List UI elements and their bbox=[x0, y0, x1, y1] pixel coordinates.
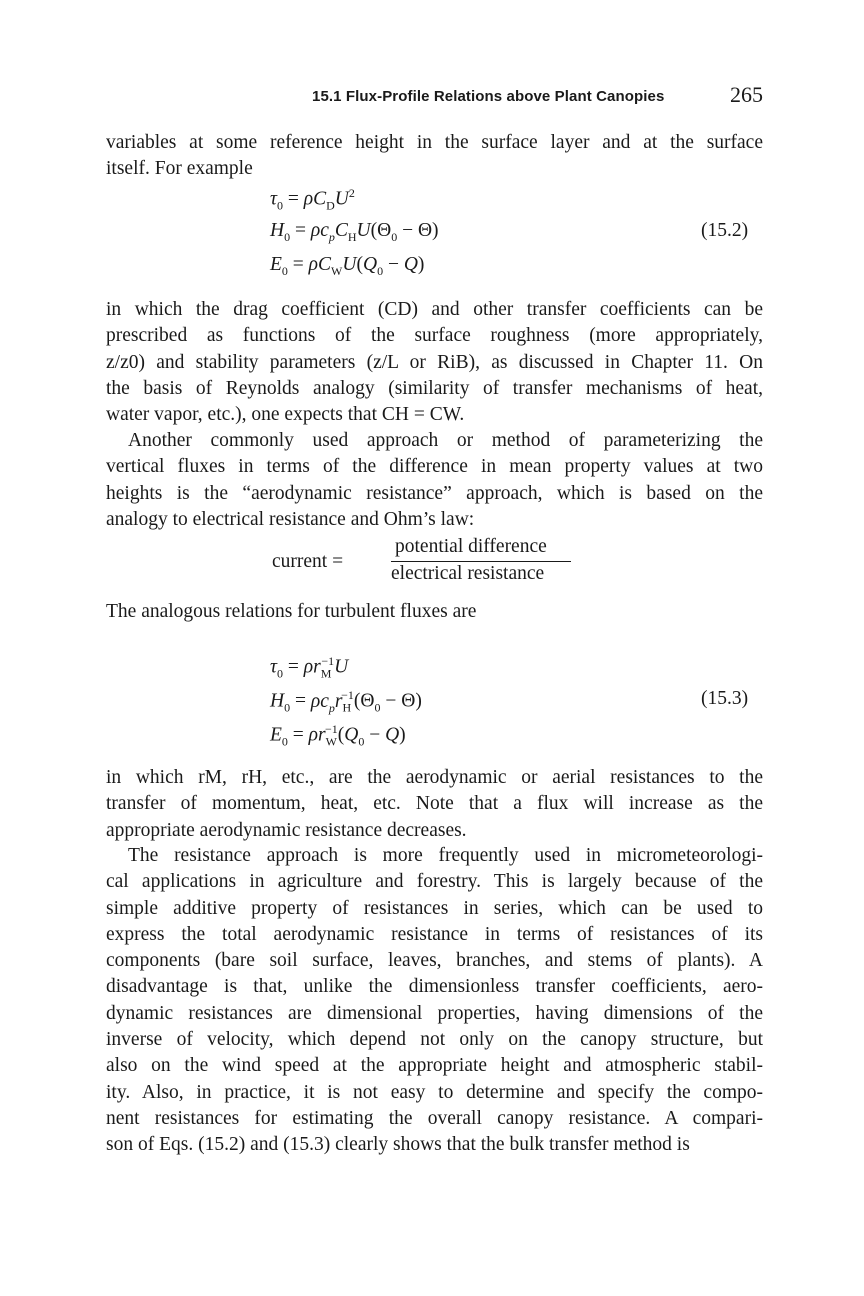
text-line: water vapor, etc.), one expects that CH = CW. bbox=[106, 404, 465, 426]
equation-number: (15.3) bbox=[701, 688, 749, 709]
text-line: cal applications in agriculture and forestry. This is largely because of the bbox=[106, 871, 763, 893]
paragraph-drag-coefficient bbox=[106, 297, 763, 428]
text-line: appropriate aerodynamic resistance decreases. bbox=[106, 819, 467, 841]
paragraph-intro bbox=[106, 130, 763, 183]
text-line: dynamic resistances are dimensional properties, having dimensions of the bbox=[106, 1002, 763, 1024]
running-head: 15.1 Flux-Profile Relations above Plant Canopies bbox=[312, 88, 665, 105]
text-line: in which rM, rH, etc., are the aerodynamic or aerial resistances to the bbox=[106, 767, 763, 788]
equation-line: $E_0 = \rho C_WU(Q_0 - Q)$ bbox=[270, 254, 425, 278]
text-line: heights is the “aerodynamic resistance” approach, which is based on the bbox=[106, 482, 763, 504]
text-line: The analogous relations for turbulent fluxes are bbox=[106, 601, 477, 622]
text-line: nent resistances for estimating the overall canopy resistance. A compari- bbox=[106, 1107, 763, 1129]
text-line: in which the drag coefficient (CD) and other transfer coefficients can be bbox=[106, 299, 763, 320]
text-line: vertical fluxes in terms of the difference in mean property values at two bbox=[106, 456, 763, 478]
text-line: express the total aerodynamic resistance in terms of resistances of its bbox=[106, 923, 763, 945]
text-line: the basis of Reynolds analogy (similarity of transfer mechanisms of heat, bbox=[106, 377, 763, 399]
text-line: also on the wind speed at the appropriate height and atmospheric stabil- bbox=[106, 1055, 763, 1077]
equation-line: $H_0 = \rho c_pC_HU(\Theta_0 - \Theta)$ bbox=[270, 220, 439, 244]
paragraph-resistance-usage bbox=[106, 843, 763, 1159]
equation-line: $E_0 = \rho r_W^{-1}(Q_0 - Q)$ bbox=[270, 722, 406, 749]
text-line: ity. Also, in practice, it is not easy to determine and specify the compo- bbox=[106, 1081, 763, 1103]
page-header bbox=[0, 80, 864, 110]
text-line: disadvantage is that, unlike the dimensionless transfer coefficients, aero- bbox=[106, 976, 763, 998]
text-line: components (bare soil surface, leaves, branches, and stems of plants). A bbox=[106, 950, 763, 972]
text-line: itself. For example bbox=[106, 158, 253, 180]
text-line: variables at some reference height in the surface layer and at the surface bbox=[106, 132, 763, 153]
fraction-denominator: electrical resistance bbox=[391, 563, 545, 584]
page-number: 265 bbox=[730, 82, 763, 107]
text-line: Another commonly used approach or method of parameterizing the bbox=[128, 430, 763, 451]
text-line: transfer of momentum, heat, etc. Note that a flux will increase as the bbox=[106, 793, 763, 815]
text-line: z/z0) and stability parameters (z/L or RiB), as discussed in Chapter 11. On bbox=[106, 351, 763, 373]
equation-line: $H_0 = \rho c_pr_H^{-1}(\Theta_0 - \Theta)$ bbox=[270, 688, 422, 715]
paragraph-resistance-approach bbox=[106, 428, 763, 533]
text-line: simple additive property of resistances in series, which can be used to bbox=[106, 897, 763, 919]
text-line: son of Eqs. (15.2) and (15.3) clearly shows that the bulk transfer method is bbox=[106, 1134, 690, 1156]
fraction-bar bbox=[391, 561, 571, 562]
text-line: prescribed as functions of the surface roughness (more appropriately, bbox=[106, 325, 763, 347]
fraction-lhs: current = bbox=[272, 551, 344, 572]
text-line: inverse of velocity, which depend not only on the canopy structure, but bbox=[106, 1029, 763, 1051]
text-line: The resistance approach is more frequently used in micrometeorologi- bbox=[128, 845, 763, 866]
paragraph-aerodynamic-resistances bbox=[106, 765, 763, 844]
text-line: analogy to electrical resistance and Ohm’s law: bbox=[106, 508, 475, 530]
equation-number: (15.2) bbox=[701, 220, 749, 241]
fraction-numerator: potential difference bbox=[395, 536, 547, 557]
equation-line: $\tau_0 = \rho r_M^{-1}U$ bbox=[270, 654, 349, 681]
paragraph-analogous-relations bbox=[106, 599, 763, 625]
equation-line: $\tau_0 = \rho C_DU^2$ bbox=[270, 186, 355, 213]
